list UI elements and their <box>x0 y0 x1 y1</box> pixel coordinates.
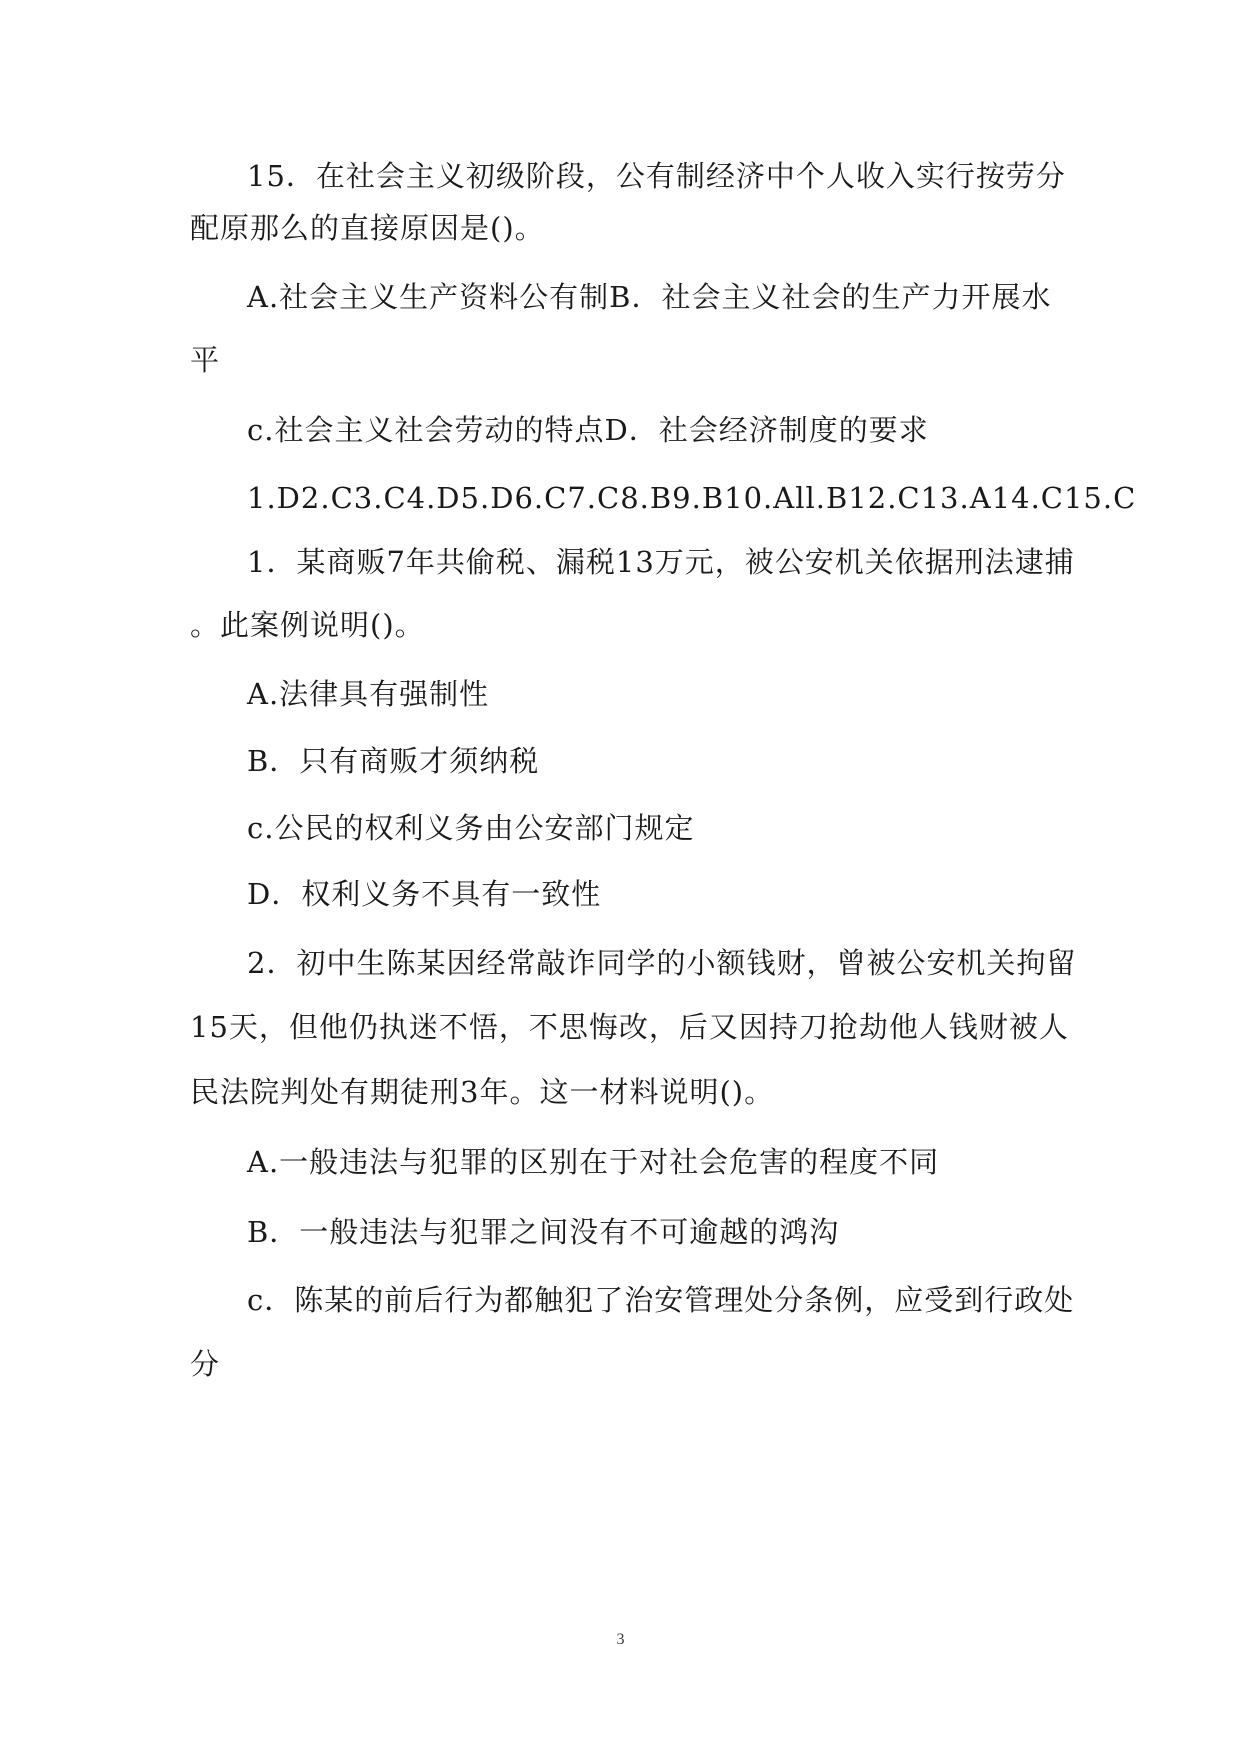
q2-stem-line2: 15天，但他仍执迷不悟，不思悔改，后又因持刀抢劫他人钱财被人 <box>190 1010 1069 1044</box>
q2-option-b: B．一般违法与犯罪之间没有不可逾越的鸿沟 <box>247 1215 840 1249</box>
q15-stem-line1: 15．在社会主义初级阶段，公有制经济中个人收入实行按劳分 <box>247 159 1066 193</box>
q15-option-ab-line2: 平 <box>190 343 221 377</box>
q2-stem-line3: 民法院判处有期徒刑3年。这一材料说明()。 <box>190 1075 775 1109</box>
q1-option-a: A.法律具有强制性 <box>247 677 490 711</box>
q1-option-c: c.公民的权利义务由公安部门规定 <box>247 811 695 845</box>
page-number: 3 <box>616 1631 625 1648</box>
q2-option-a: A.一般违法与犯罪的区别在于对社会危害的程度不同 <box>247 1145 940 1179</box>
q2-option-c-line1: c．陈某的前后行为都触犯了治安管理处分条例，应受到行政处 <box>247 1283 1075 1317</box>
q2-option-c-line2: 分 <box>190 1347 221 1381</box>
q15-option-ab-line1: A.社会主义生产资料公有制B．社会主义社会的生产力开展水 <box>247 280 1052 314</box>
q2-stem-line1: 2．初中生陈某因经常敲诈同学的小额钱财，曾被公安机关拘留 <box>247 946 1077 980</box>
q1-stem-line1: 1．某商贩7年共偷税、漏税13万元，被公安机关依据刑法逮捕 <box>247 545 1075 579</box>
q1-option-b: B．只有商贩才须纳税 <box>247 744 540 778</box>
q15-option-cd: c.社会主义社会劳动的特点D．社会经济制度的要求 <box>247 413 929 447</box>
q15-stem-line2: 配原那么的直接原因是()。 <box>190 211 545 245</box>
q1-option-d: D．权利义务不具有一致性 <box>247 877 602 911</box>
q1-stem-line2: 。此案例说明()。 <box>190 608 425 642</box>
answer-key: 1.D2.C3.C4.D5.D6.C7.C8.B9.B10.All.B12.C13.A14.C15.C <box>247 481 1137 515</box>
